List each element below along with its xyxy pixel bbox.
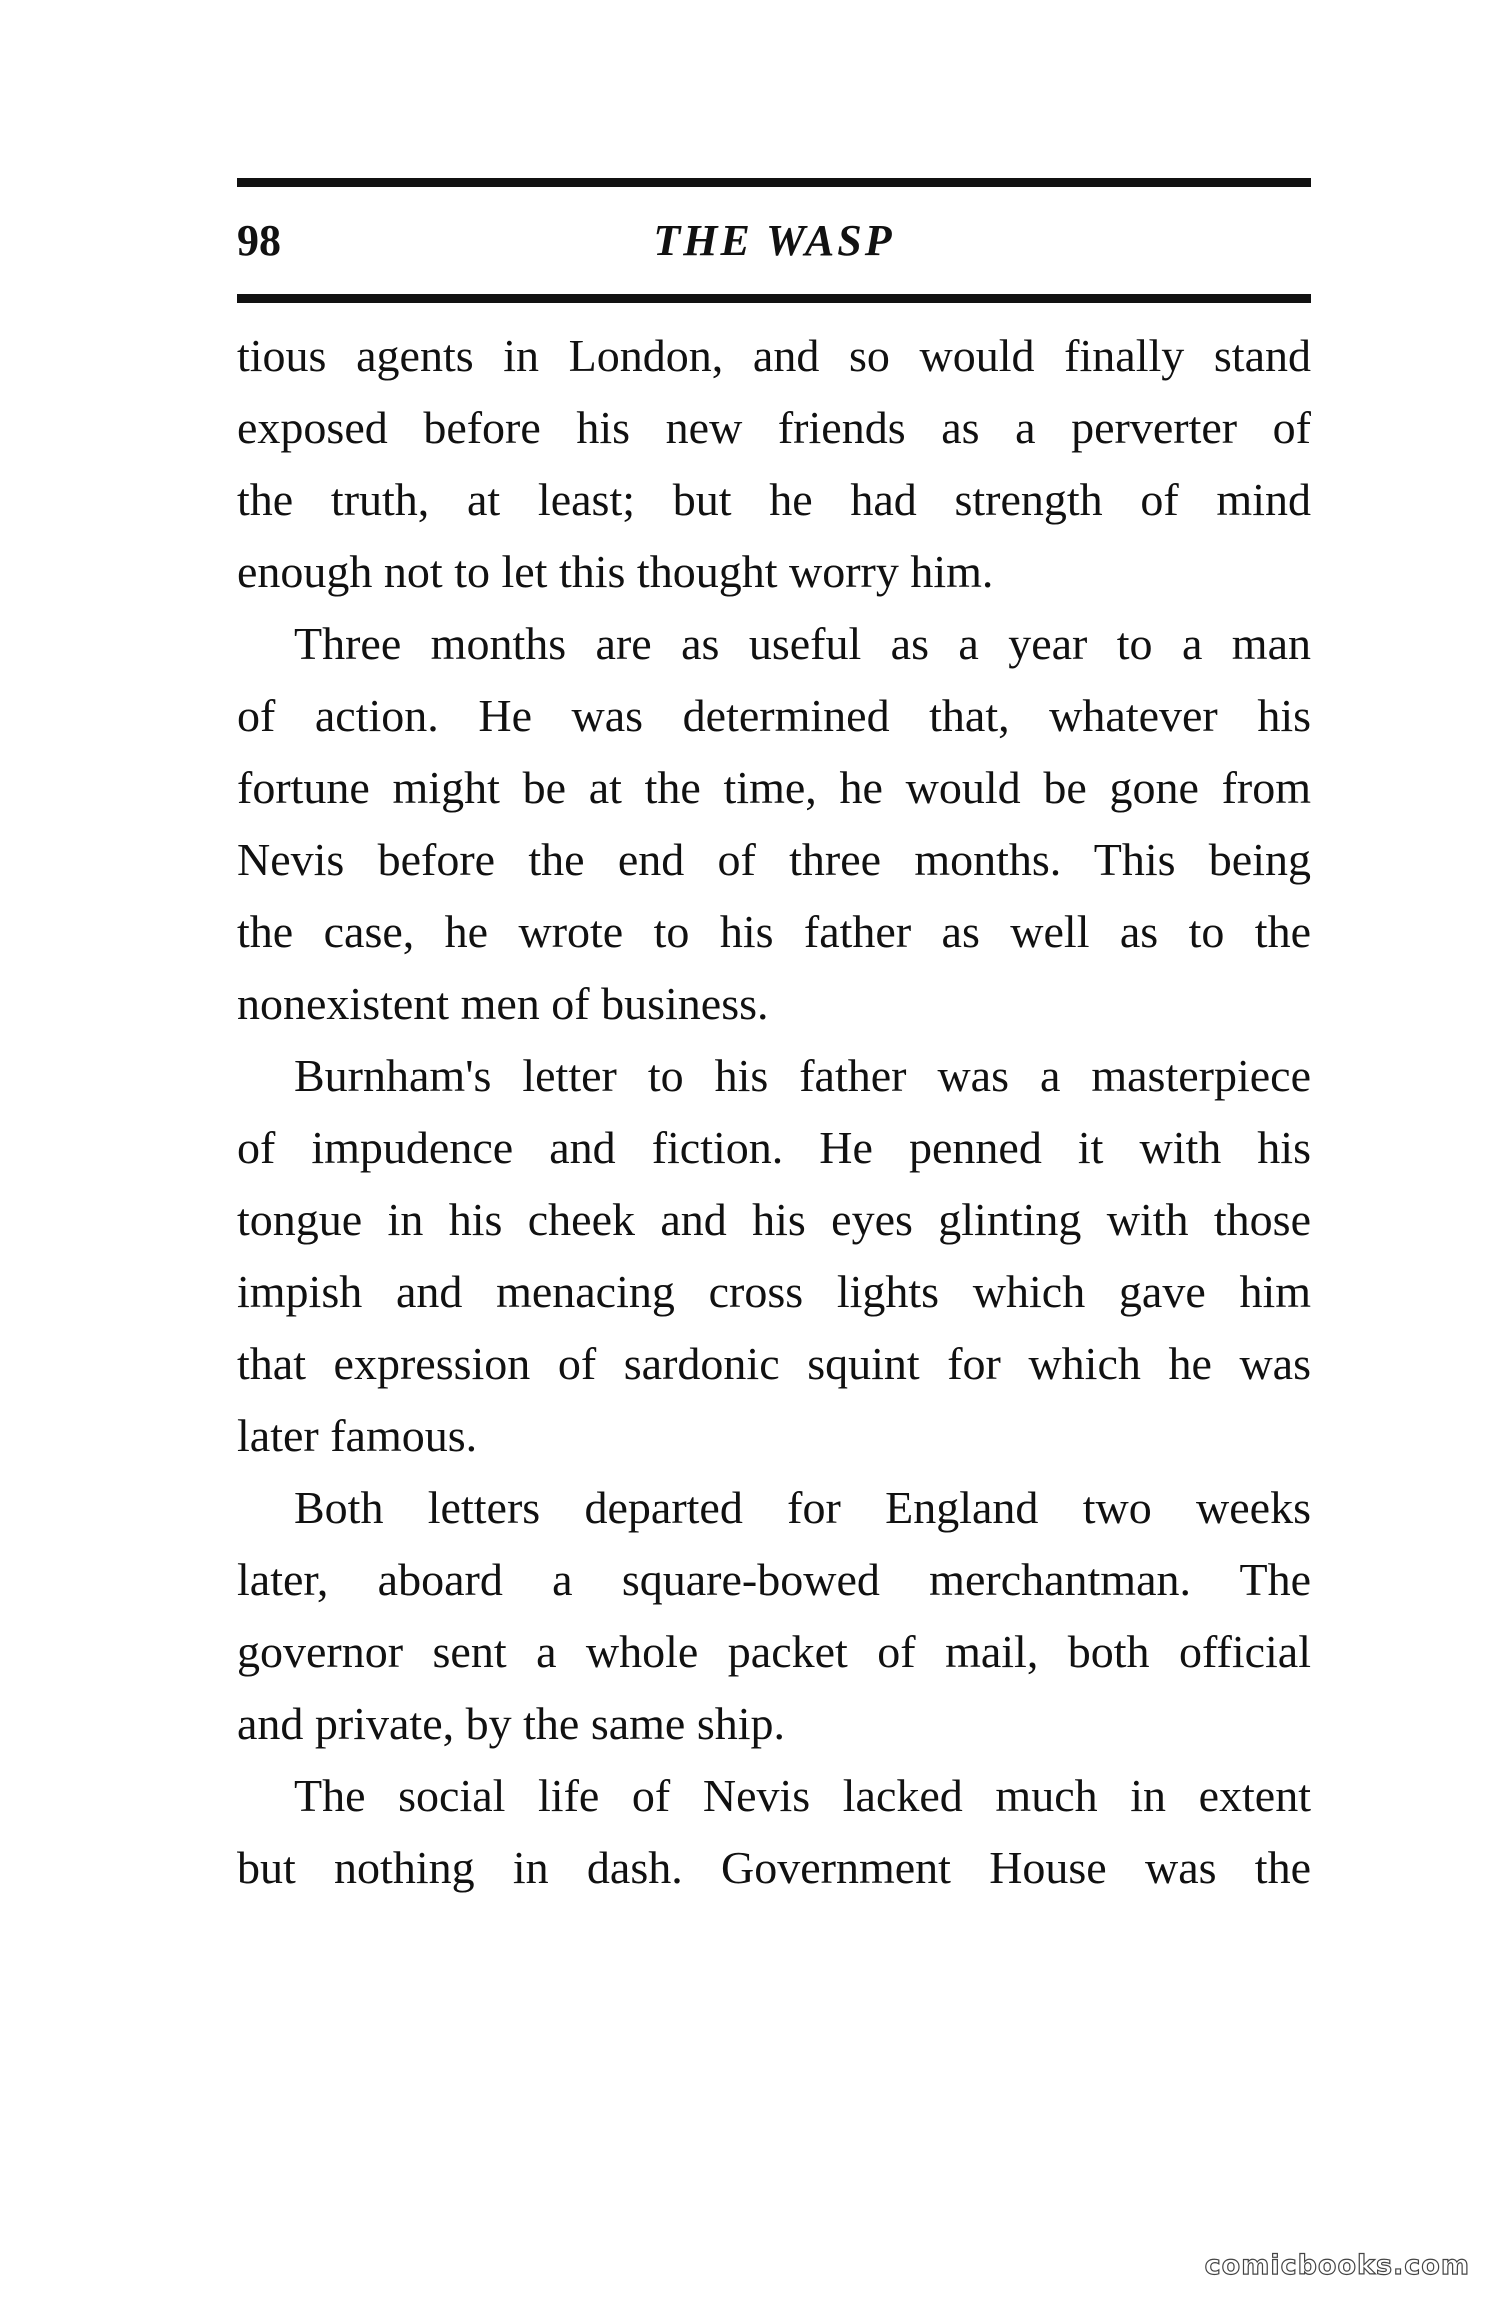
header-bottom-rule xyxy=(237,294,1311,303)
text-line: of action. He was determined that, whatever his xyxy=(237,690,1311,741)
text-line: Burnham's letter to his father was a masterpiece xyxy=(294,1050,1311,1101)
text-line: later famous. xyxy=(237,1410,478,1461)
watermark: comicbooks.com xyxy=(1204,2250,1470,2281)
page-number: 98 xyxy=(237,216,281,265)
text-line: but nothing in dash. Government House was the xyxy=(237,1842,1311,1893)
running-title: THE WASP xyxy=(653,216,895,265)
text-line: later, aboard a square-bowed merchantman. The xyxy=(237,1554,1311,1605)
body-text xyxy=(237,320,1311,1904)
text-line: and private, by the same ship. xyxy=(237,1698,786,1749)
paragraph xyxy=(237,1760,1311,1904)
text-line: Both letters departed for England two weeks xyxy=(294,1482,1311,1533)
text-line: tongue in his cheek and his eyes glinting with those xyxy=(237,1194,1311,1245)
text-line: the case, he wrote to his father as well as to the xyxy=(237,906,1311,957)
header-top-rule xyxy=(237,178,1311,187)
paragraph xyxy=(237,1472,1311,1760)
text-line: of impudence and fiction. He penned it with his xyxy=(237,1122,1311,1173)
text-line: Three months are as useful as a year to a man xyxy=(294,618,1311,669)
text-line: fortune might be at the time, he would be gone from xyxy=(237,762,1311,813)
text-line: Nevis before the end of three months. This being xyxy=(237,834,1311,885)
paragraph xyxy=(237,320,1311,608)
text-line: governor sent a whole packet of mail, both official xyxy=(237,1626,1311,1677)
paragraph xyxy=(237,608,1311,1040)
text-line: enough not to let this thought worry him. xyxy=(237,546,994,597)
text-line: that expression of sardonic squint for which he was xyxy=(237,1338,1311,1389)
text-line: The social life of Nevis lacked much in extent xyxy=(294,1770,1311,1821)
running-header xyxy=(237,206,1311,276)
text-line: impish and menacing cross lights which gave him xyxy=(237,1266,1311,1317)
paragraph xyxy=(237,1040,1311,1472)
text-line: tious agents in London, and so would finally stand xyxy=(237,330,1311,381)
text-line: exposed before his new friends as a perverter of xyxy=(237,402,1311,453)
text-line: the truth, at least; but he had strength of mind xyxy=(237,474,1311,525)
text-line: nonexistent men of business. xyxy=(237,978,769,1029)
